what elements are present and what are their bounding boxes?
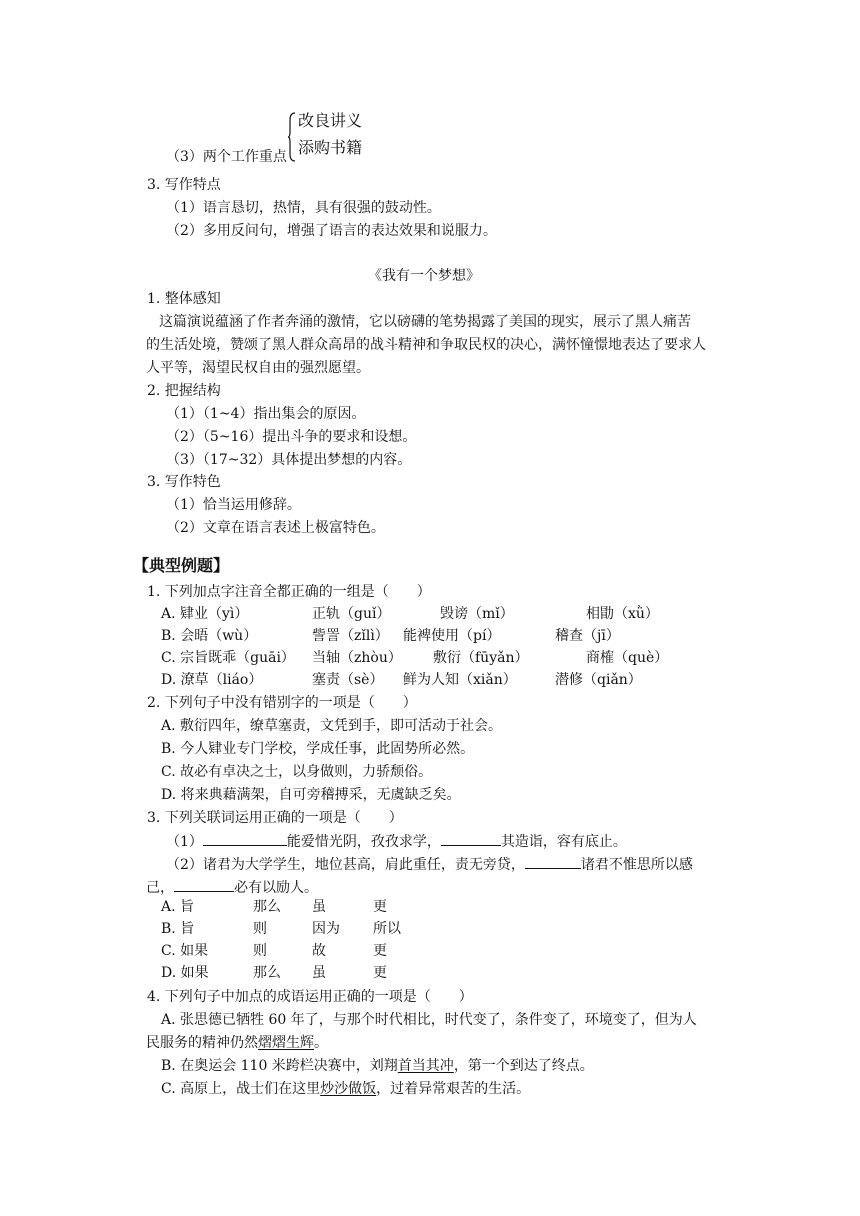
question-stem: 4. 下列句子中加点的成语运用正确的一项是（ ） bbox=[147, 989, 473, 1005]
option-text: 。 bbox=[314, 1035, 328, 1051]
option-line: A. 张思德已牺牲 60 年了，与那个时代相比，时代变了，条件变了，环境变了，但为人 bbox=[161, 1012, 697, 1028]
option-cell: 因为 bbox=[312, 921, 340, 937]
option-cell: 塞责（sè） bbox=[312, 672, 384, 688]
fill-text: 己， bbox=[146, 880, 174, 896]
fill-blank-line bbox=[166, 854, 693, 875]
option-cell: 则 bbox=[253, 921, 267, 937]
fill-text: （1） bbox=[166, 834, 203, 850]
fill-text: 诸君不惟思所以感 bbox=[580, 857, 693, 873]
brace-item-2: 添购书籍 bbox=[298, 138, 363, 157]
option-cell: 那么 bbox=[253, 899, 281, 915]
list-item: （2）（5~16）提出斗争的要求和设想。 bbox=[166, 429, 417, 445]
option-text: ，过着异常艰苦的生活。 bbox=[376, 1081, 531, 1097]
option-cell: 更 bbox=[373, 965, 387, 981]
answer-blank bbox=[525, 854, 581, 869]
brace-item-1: 改良讲义 bbox=[298, 111, 363, 130]
option-cell: 毁谤（mǐ） bbox=[440, 606, 514, 622]
option-cell: 訾詈（zǐlì） bbox=[312, 628, 389, 644]
section-heading: 【典型例题】 bbox=[133, 556, 230, 575]
option-cell: 虽 bbox=[312, 965, 326, 981]
option-cell: 那么 bbox=[253, 965, 281, 981]
option-line bbox=[146, 1033, 328, 1053]
option-cell: 虽 bbox=[312, 899, 326, 915]
question-stem: 2. 下列句子中没有错别字的一项是（ ） bbox=[147, 695, 417, 711]
fill-blank-line bbox=[166, 831, 627, 852]
section-title: 2. 把握结构 bbox=[147, 383, 221, 399]
option-line bbox=[161, 1056, 594, 1076]
option-cell: 稽查（jī） bbox=[555, 628, 620, 644]
option-cell: B. 会晤（wù） bbox=[161, 628, 258, 644]
section-title: 1. 整体感知 bbox=[147, 291, 221, 307]
answer-blank bbox=[441, 831, 501, 846]
brace-symbol bbox=[288, 112, 296, 162]
option-cell: A. 肄业（yì） bbox=[161, 606, 249, 622]
option-cell: 潜修（qiǎn） bbox=[555, 672, 642, 688]
option-text: C. 高原上，战士们在这里 bbox=[161, 1081, 321, 1097]
dotted-idiom: 熠熠生辉 bbox=[258, 1035, 314, 1051]
fill-text: 必有以励人。 bbox=[234, 880, 318, 896]
option-cell: 当轴（zhòu） bbox=[312, 650, 402, 666]
list-item: （1）恰当运用修辞。 bbox=[166, 497, 301, 513]
option-cell: 鲜为人知（xiǎn） bbox=[403, 672, 517, 688]
option-cell: 更 bbox=[373, 943, 387, 959]
option-cell: D. 如果 bbox=[161, 965, 209, 981]
question-stem: 1. 下列加点字注音全都正确的一组是（ ） bbox=[147, 584, 431, 600]
paragraph: （1）语言恳切，热情，具有很强的鼓动性。 bbox=[166, 200, 441, 216]
option-text: ，第一个到达了终点。 bbox=[453, 1058, 594, 1074]
section-title: 3. 写作特点 bbox=[147, 177, 221, 193]
answer-blank bbox=[203, 831, 287, 846]
option-text: B. 在奥运会 110 米跨栏决赛中，刘翔 bbox=[161, 1058, 398, 1074]
dotted-idiom: 炒沙做饭 bbox=[320, 1081, 377, 1097]
question-stem: 3. 下列关联词运用正确的一项是（ ） bbox=[147, 810, 403, 826]
fill-text: 其造诣，容有底止。 bbox=[500, 834, 627, 850]
paragraph: 这篇演说蕴涵了作者奔涌的激情，它以磅礴的笔势揭露了美国的现实，展示了黑人痛苦 bbox=[159, 314, 691, 330]
paragraph: 的生活处境，赞颂了黑人群众高昂的战斗精神和争取民权的决心，满怀憧憬地表达了要求人 bbox=[146, 337, 706, 353]
fill-text: （2）诸君为大学学生，地位甚高，肩此重任，责无旁贷， bbox=[166, 857, 525, 873]
option-line: A. 敷衍四年，缭草塞责，文凭到手，即可活动于社会。 bbox=[161, 718, 503, 734]
option-cell: C. 宗旨既乖（guāi） bbox=[161, 650, 295, 666]
option-cell: D. 潦草（liáo） bbox=[161, 672, 263, 688]
answer-blank bbox=[174, 877, 234, 892]
point-3-label: （3）两个工作重点 bbox=[166, 149, 287, 165]
list-item: （1）（1~4）指出集会的原因。 bbox=[166, 406, 366, 422]
section-title: 3. 写作特色 bbox=[147, 474, 221, 490]
option-cell: A. 旨 bbox=[161, 899, 195, 915]
option-line: B. 今人肄业专门学校，学成任事，此固势所必然。 bbox=[161, 741, 475, 757]
option-cell: 则 bbox=[253, 943, 267, 959]
option-line bbox=[161, 1079, 530, 1099]
option-cell: 所以 bbox=[373, 921, 401, 937]
option-cell: 更 bbox=[373, 899, 387, 915]
option-cell: 正轨（guǐ） bbox=[312, 606, 391, 622]
option-cell: 能裨使用（pí） bbox=[403, 628, 501, 644]
option-line: D. 将来典藉满架，自可旁稽搏采，无虞缺乏矣。 bbox=[161, 787, 461, 803]
fill-blank-line bbox=[146, 877, 318, 898]
list-item: （3）（17~32）具体提出梦想的内容。 bbox=[166, 452, 412, 468]
option-cell: C. 如果 bbox=[161, 943, 209, 959]
option-line: C. 故必有卓决之士，以身做则，力骄颓俗。 bbox=[161, 764, 433, 780]
option-cell: 敷衍（fūyǎn） bbox=[433, 650, 529, 666]
fill-text: 能爱惜光阴，孜孜求学， bbox=[286, 834, 441, 850]
dotted-idiom: 首当其冲 bbox=[397, 1058, 454, 1074]
paragraph: 人平等，渴望民权自由的强烈愿望。 bbox=[146, 360, 370, 376]
option-text: 民服务的精神仍然 bbox=[146, 1035, 258, 1051]
article-title: 《我有一个梦想》 bbox=[368, 268, 480, 284]
list-item: （2）文章在语言表述上极富特色。 bbox=[166, 520, 385, 536]
option-cell: 相勖（xǜ） bbox=[586, 606, 659, 622]
option-cell: 故 bbox=[312, 943, 326, 959]
option-cell: 商榷（què） bbox=[586, 650, 669, 666]
option-cell: B. 旨 bbox=[161, 921, 195, 937]
paragraph: （2）多用反问句，增强了语言的表达效果和说服力。 bbox=[166, 223, 497, 239]
